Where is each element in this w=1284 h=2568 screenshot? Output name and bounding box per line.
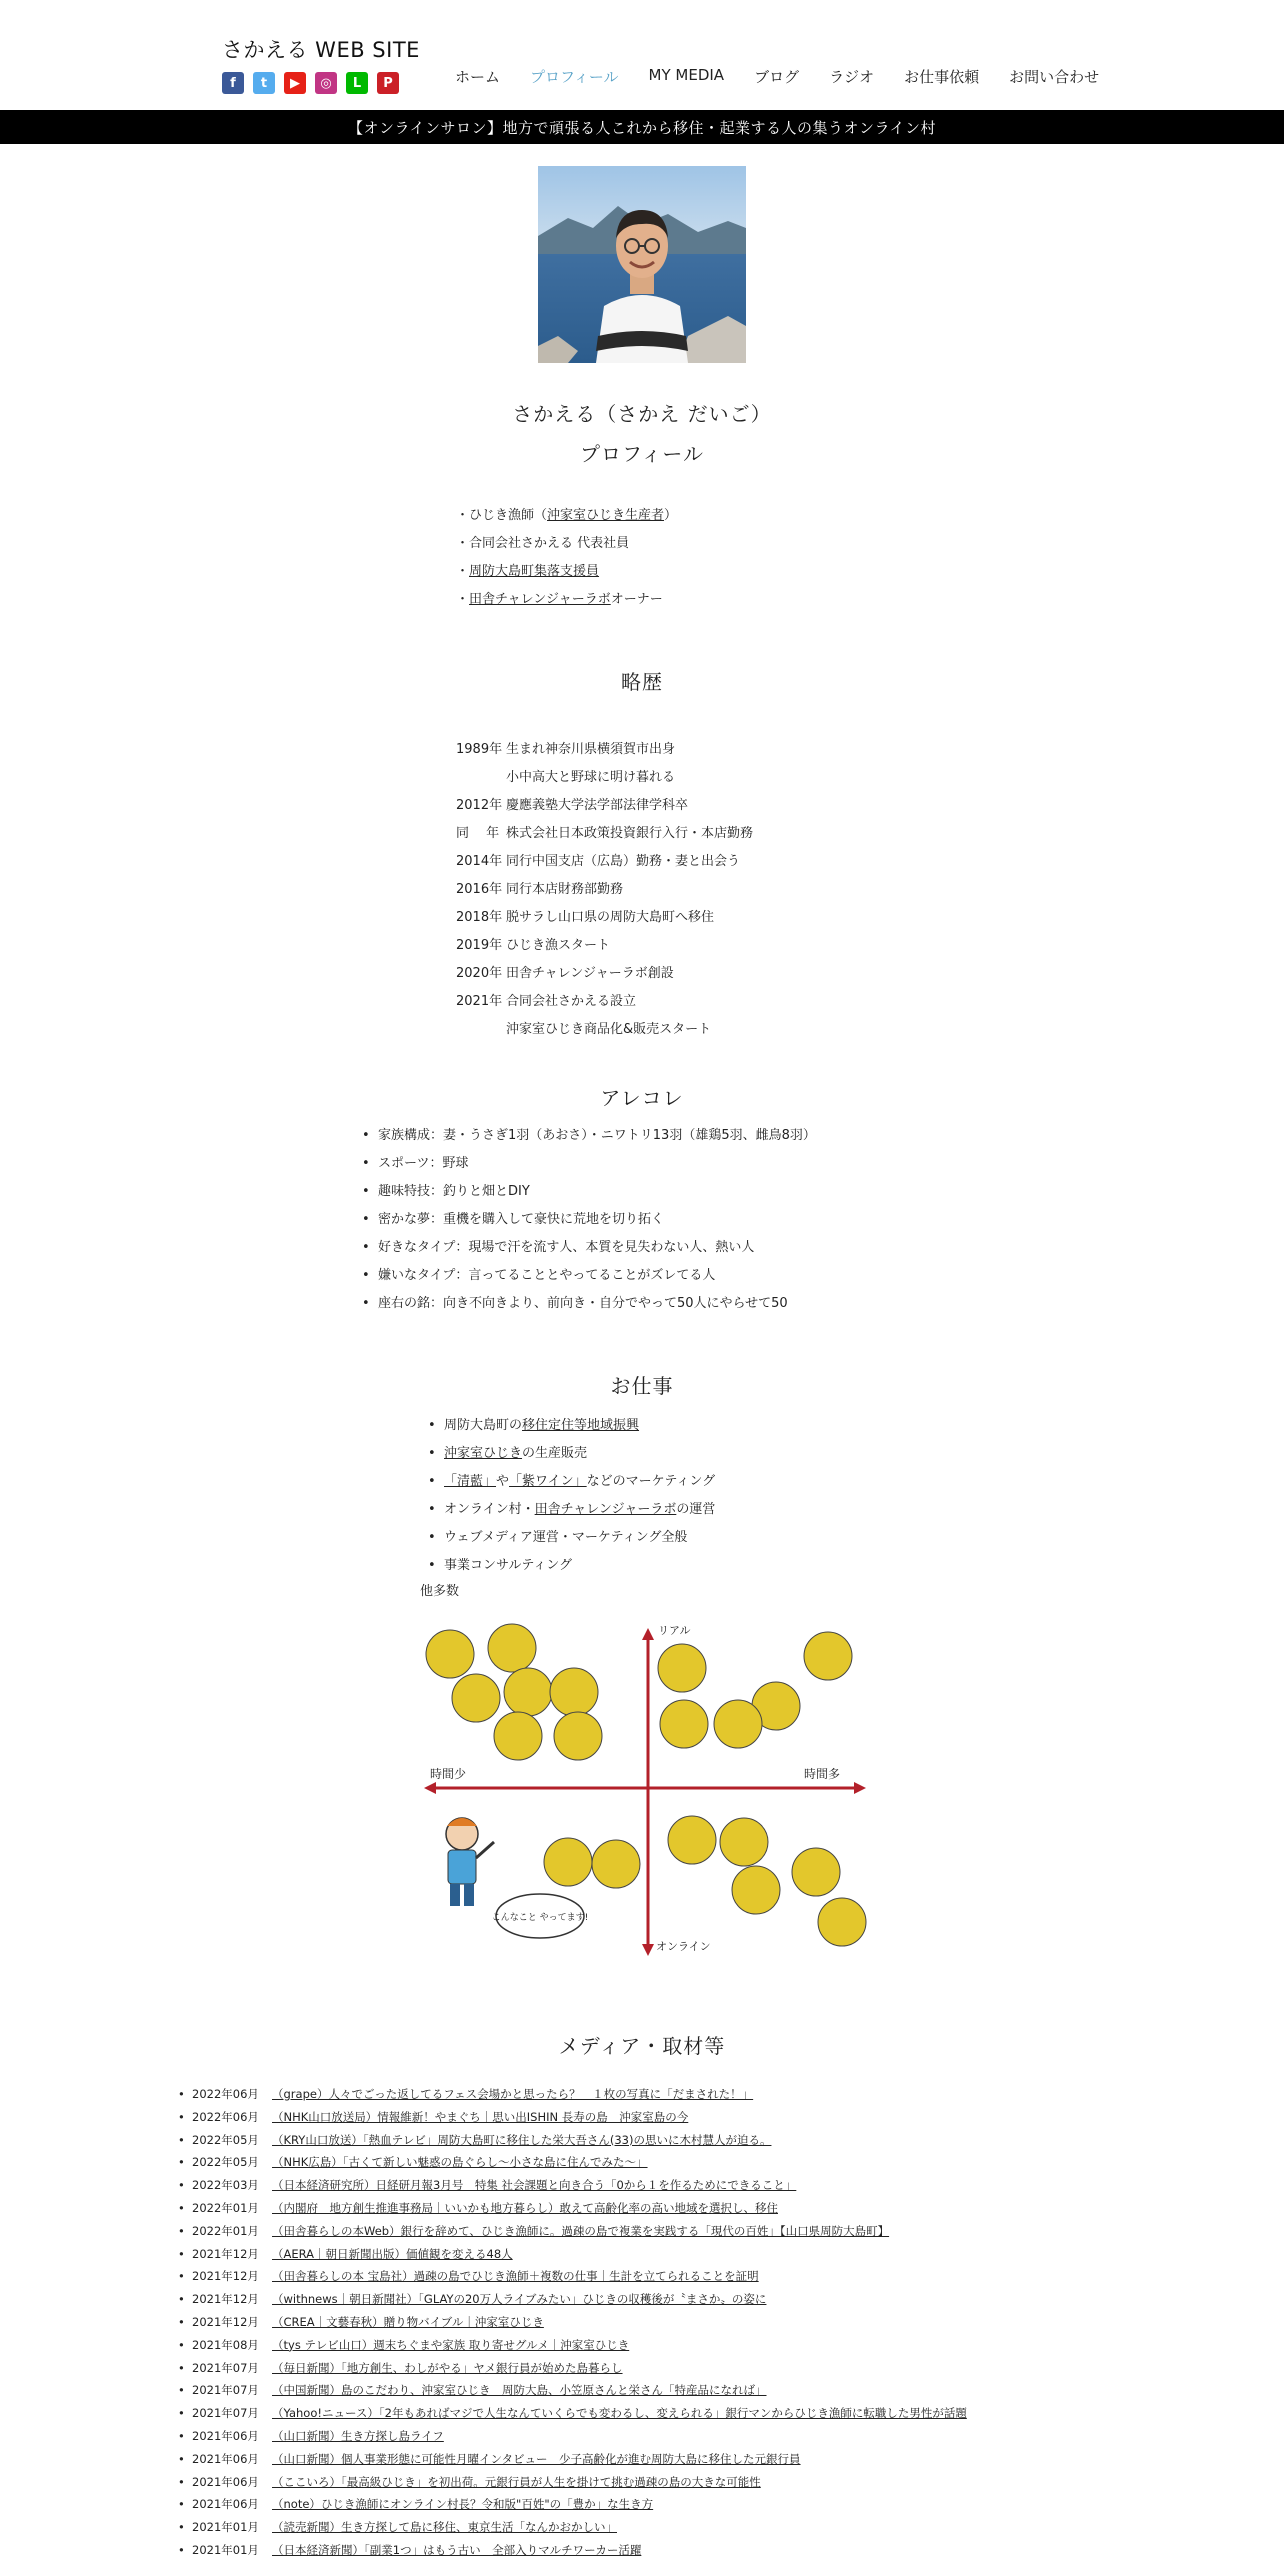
history-year [456, 1016, 506, 1044]
history-text: 同行本店財務部勤務 [506, 882, 624, 897]
role-text: ・ひじき漁師（ [456, 508, 548, 523]
history-year: 2021年 [456, 994, 503, 1009]
media-link[interactable]: （NHK広島）「古くて新しい魅惑の島ぐらし〜小さな島に住んでみた〜」 [272, 2155, 648, 2170]
history-row [456, 960, 753, 988]
media-link[interactable]: （ここいろ）「最高級ひじき」を初出荷。元銀行員が人生を掛けて挑む過疎の島の大きな可能性 [272, 2474, 761, 2489]
history-row [456, 792, 753, 820]
media-date: 2022年01月 [192, 2200, 259, 2215]
person-illustration [446, 1818, 494, 1906]
media-item [176, 2471, 967, 2494]
role-item [456, 558, 677, 586]
axis-top-label: リアル [658, 1624, 691, 1637]
work-item [424, 1524, 715, 1552]
media-link[interactable]: （AERA｜朝日新聞出版）価値観を変える48人 [272, 2246, 513, 2261]
media-item [176, 2265, 967, 2288]
role-text: ・ [456, 564, 470, 579]
nav-item-0[interactable]: ホーム [455, 68, 501, 86]
media-date: 2021年07月 [192, 2360, 259, 2375]
history-text: 合同会社さかえる設立 [506, 994, 637, 1009]
work-link[interactable]: 「紫ワイン」 [509, 1474, 587, 1489]
social-links [222, 72, 399, 94]
speech-bubble [492, 1894, 588, 1938]
arekore-item: • 座右の銘：向き不向きより、前向き・自分でやって50人にやらせて50 [358, 1290, 816, 1318]
speech-bubble-text: こんなこと やってます! [491, 1913, 589, 1923]
media-link[interactable]: （tys テレビ山口）週末ちぐまや家族 取り寄せグルメ｜沖家室ひじき [272, 2337, 630, 2352]
nav-item-2[interactable]: MY MEDIA [648, 66, 725, 84]
history-text: 脱サラし山口県の周防大島町へ移住 [506, 910, 715, 925]
work-category-circle [658, 1644, 706, 1692]
work-text: の生産販売 [522, 1446, 588, 1461]
twitter-icon[interactable]: t [253, 72, 275, 94]
media-date: 2021年06月 [192, 2451, 259, 2466]
profile-name: さかえる（さかえ だいご） [512, 402, 772, 426]
work-link[interactable]: 移住定住等地域振興 [522, 1418, 640, 1433]
work-link[interactable]: 「清藍」 [444, 1474, 497, 1489]
history-year [456, 764, 506, 792]
work-category-circle [792, 1848, 840, 1896]
nav-item-3[interactable]: ブログ [754, 68, 800, 86]
media-link[interactable]: （日本経済新聞）「副業1つ」はもう古い 全部入りマルチワーカー活躍 [272, 2542, 642, 2557]
media-link[interactable]: （読売新聞）生き方探して島に移住、東京生活「なんかおかしい」 [272, 2520, 617, 2535]
media-date: 2021年06月 [192, 2428, 259, 2443]
work-category-circle [732, 1866, 780, 1914]
arekore-list [358, 1122, 816, 1318]
arekore-heading: アレコレ [600, 1086, 684, 1110]
media-item [176, 2448, 967, 2471]
media-link[interactable]: （山口新聞）個人事業形態に可能性月曜インタビュー 少子高齢化が進む周防大島に移住した元銀行員 [272, 2451, 801, 2466]
history-year: 2020年 [456, 966, 503, 981]
media-heading: メディア・取材等 [558, 2034, 726, 2058]
media-date: 2021年12月 [192, 2269, 259, 2284]
arekore-item: • 好きなタイプ：現場で汗を流す人、本質を見失わない人、熱い人 [358, 1234, 816, 1262]
role-item [456, 530, 677, 558]
work-text: 事業コンサルティング [444, 1558, 573, 1573]
media-item [176, 2357, 967, 2380]
work-text: や [496, 1474, 510, 1489]
history-year: 2018年 [456, 910, 503, 925]
nav-item-5[interactable]: お仕事依頼 [904, 68, 980, 86]
site-header [0, 0, 1284, 110]
work-category-circle [714, 1700, 762, 1748]
arekore-item: • スポーツ：野球 [358, 1150, 816, 1178]
youtube-icon[interactable]: ▶ [284, 72, 306, 94]
media-link[interactable]: （日本経済研究所）日経研月報3月号 特集 社会課題と向き合う「0から１を作るためにできること」 [272, 2178, 797, 2193]
instagram-icon[interactable]: ◎ [315, 72, 337, 94]
work-category-circle [488, 1624, 536, 1672]
media-link[interactable]: （内閣府 地方創生推進事務局｜いいかも地方暮らし）敢えて高齢化率の高い地域を選択し、移住 [272, 2200, 778, 2215]
work-category-circle [426, 1630, 474, 1678]
history-text: 小中高大と野球に明け暮れる [506, 770, 676, 785]
media-date: 2021年06月 [192, 2474, 259, 2489]
history-text: ひじき漁スタート [506, 938, 611, 953]
history-year: 2019年 [456, 938, 503, 953]
media-link[interactable]: （note）ひじき漁師にオンライン村長？令和版"百姓"の「豊か」な生き方 [272, 2497, 654, 2512]
work-category-circle [504, 1668, 552, 1716]
media-date: 2022年06月 [192, 2087, 259, 2101]
media-item [176, 2174, 967, 2197]
nav-item-4[interactable]: ラジオ [829, 68, 875, 86]
work-category-circle [544, 1838, 592, 1886]
arekore-item: • 密かな夢：重機を購入して豪快に荒地を切り拓く [358, 1206, 816, 1234]
work-heading: お仕事 [610, 1374, 674, 1398]
media-item [176, 2106, 967, 2129]
work-item [424, 1468, 715, 1496]
media-item [176, 2311, 967, 2334]
media-item [176, 2493, 967, 2516]
media-date: 2022年03月 [192, 2178, 259, 2193]
media-item [176, 2243, 967, 2266]
role-text: ・合同会社さかえる 代表社員 [456, 536, 630, 551]
media-item [176, 2151, 967, 2174]
work-text: オンライン村・ [444, 1502, 535, 1517]
role-link[interactable]: 沖家室ひじき生産者 [547, 508, 665, 523]
history-year: 2016年 [456, 882, 503, 897]
facebook-icon[interactable]: f [222, 72, 244, 94]
history-text: 慶應義塾大学法学部法律学科卒 [506, 798, 689, 813]
media-item [176, 2220, 967, 2243]
media-date: 2021年07月 [192, 2383, 259, 2398]
history-row [456, 736, 753, 764]
media-list [176, 2083, 967, 2562]
line-icon[interactable]: L [346, 72, 368, 94]
history-text: 沖家室ひじき商品化&販売スタート [506, 1022, 712, 1037]
history-heading: 略歴 [621, 670, 663, 694]
work-item [424, 1440, 715, 1468]
media-date: 2021年08月 [192, 2337, 259, 2352]
media-link[interactable]: （山口新聞）生き方探し島ライフ [272, 2428, 444, 2443]
work-text: ウェブメディア運営・マーケティング全般 [444, 1530, 688, 1545]
media-link[interactable]: （withnews｜朝日新聞社）「GLAYの20万人ライブみたい」ひじきの収穫後が〝まさか〟の姿に [272, 2292, 767, 2307]
media-item [176, 2402, 967, 2425]
history-list [456, 736, 753, 1044]
axis-bottom-label: オンライン [656, 1940, 711, 1953]
media-item [176, 2083, 967, 2106]
work-link[interactable]: 沖家室ひじき [444, 1446, 523, 1461]
media-date: 2022年06月 [192, 2109, 259, 2124]
history-year: 2012年 [456, 798, 503, 813]
axis-right-label: 時間多 [804, 1767, 841, 1781]
media-link[interactable]: （毎日新聞）「地方創生、わしがやる」ヤメ銀行員が始めた島暮らし [272, 2360, 623, 2375]
media-item [176, 2539, 967, 2562]
profile-heading: プロフィール [580, 442, 704, 466]
media-link[interactable]: （田舎暮らしの本Web）銀行を辞めて、ひじき漁師に。過疎の島で複業を実践する「現代の百姓」【山口県周防大島町】 [272, 2223, 890, 2238]
history-text: 同行中国支店（広島）勤務・妻と出会う [506, 854, 741, 869]
role-item [456, 586, 677, 614]
history-row [456, 820, 753, 848]
profile-photo [538, 166, 746, 363]
role-link[interactable]: 周防大島町集落支援員 [469, 564, 600, 579]
work-category-circle [494, 1712, 542, 1760]
role-text: オーナー [610, 592, 663, 607]
arekore-item: • 趣味特技：釣りと畑とDIY [358, 1178, 816, 1206]
nav-item-6[interactable]: お問い合わせ [1009, 68, 1100, 86]
history-year: 2014年 [456, 854, 503, 869]
main-nav [455, 66, 1129, 87]
work-category-circle [554, 1712, 602, 1760]
media-item [176, 2379, 967, 2402]
pinterest-icon[interactable]: P [377, 72, 399, 94]
role-text: ・ [456, 592, 470, 607]
work-text: 周防大島町の [444, 1418, 523, 1433]
history-row [456, 848, 753, 876]
history-text: 生まれ神奈川県横須賀市出身 [506, 742, 676, 757]
media-item [176, 2334, 967, 2357]
media-item [176, 2516, 967, 2539]
role-text: ） [664, 508, 678, 523]
media-date: 2021年06月 [192, 2497, 259, 2512]
work-category-circle [818, 1898, 866, 1946]
work-category-circle [452, 1674, 500, 1722]
work-category-circle [660, 1700, 708, 1748]
work-item [424, 1552, 715, 1580]
role-link[interactable]: 田舎チャレンジャーラボ [469, 592, 611, 607]
history-year: 同 年 [456, 826, 500, 841]
media-date: 2021年12月 [192, 2246, 259, 2261]
work-text: などのマーケティング [586, 1474, 716, 1489]
history-row [456, 764, 753, 792]
axis-left-label: 時間少 [430, 1767, 467, 1781]
nav-item-1[interactable]: プロフィール [530, 68, 619, 86]
media-item [176, 2425, 967, 2448]
media-item [176, 2197, 967, 2220]
history-row [456, 932, 753, 960]
site-title[interactable]: さかえる WEB SITE [222, 38, 420, 62]
work-link[interactable]: 田舎チャレンジャーラボ [534, 1502, 677, 1517]
media-link[interactable]: （中国新聞）島のこだわり、沖家室ひじき 周防大島、小笠原さんと栄さん「特産品になれば」 [272, 2383, 767, 2398]
work-matrix-illustration [422, 1620, 868, 1958]
media-date: 2021年01月 [192, 2542, 259, 2557]
media-link[interactable]: （KRY山口放送）「熱血テレビ」周防大島町に移住した栄大吾さん(33)の思いに木村慧人が迫る。 [272, 2132, 772, 2147]
work-category-circle [550, 1668, 598, 1716]
media-link[interactable]: （grape）人々でごった返してるフェス会場かと思ったら？ １枚の写真に「だまされた！」 [272, 2087, 754, 2101]
work-category-circle [804, 1632, 852, 1680]
arekore-item: • 家族構成：妻・うさぎ1羽（あおさ）・ニワトリ13羽（雄鶏5羽、雌鳥8羽） [358, 1122, 816, 1150]
media-date: 2022年05月 [192, 2155, 259, 2170]
announcement-banner[interactable]: 【オンラインサロン】地方で頑張る人これから移住・起業する人の集うオンライン村 [0, 110, 1284, 144]
media-date: 2021年01月 [192, 2520, 259, 2535]
media-item [176, 2288, 967, 2311]
history-text: 株式会社日本政策投資銀行入行・本店勤務 [506, 826, 754, 841]
work-etc: 他多数 [420, 1584, 460, 1599]
work-list [424, 1412, 715, 1580]
work-item [424, 1412, 715, 1440]
history-row [456, 904, 753, 932]
roles-list [456, 502, 677, 614]
arekore-item: • 嫌いなタイプ：言ってることとやってることがズレてる人 [358, 1262, 816, 1290]
media-date: 2022年01月 [192, 2223, 259, 2238]
work-category-circle [592, 1840, 640, 1888]
media-link[interactable]: （NHK山口放送局）情報維新！やまぐち｜思い出ISHIN 長寿の島 沖家室島の今 [272, 2109, 689, 2124]
media-item [176, 2129, 967, 2152]
work-category-circle [720, 1818, 768, 1866]
work-item [424, 1496, 715, 1524]
media-link[interactable]: （田舎暮らしの本 宝島社）過疎の島でひじき漁師＋複数の仕事｜生計を立てられることを証明 [272, 2269, 759, 2284]
history-year: 1989年 [456, 742, 503, 757]
work-text: の運営 [676, 1502, 716, 1517]
role-item [456, 502, 677, 530]
media-date: 2022年05月 [192, 2132, 259, 2147]
media-link[interactable]: （Yahoo!ニュース）「2年もあればマジで人生なんていくらでも変わるし、変えられる」銀行マンからひじき漁師に転職した男性が話題 [272, 2406, 967, 2421]
media-date: 2021年12月 [192, 2314, 259, 2329]
media-date: 2021年07月 [192, 2406, 259, 2421]
media-link[interactable]: （CREA｜文藝春秋）贈り物バイブル｜沖家室ひじき [272, 2314, 544, 2329]
media-date: 2021年12月 [192, 2292, 259, 2307]
history-text: 田舎チャレンジャーラボ創設 [506, 966, 674, 981]
history-row [456, 876, 753, 904]
history-row [456, 1016, 753, 1044]
history-row [456, 988, 753, 1016]
work-category-circle [668, 1816, 716, 1864]
